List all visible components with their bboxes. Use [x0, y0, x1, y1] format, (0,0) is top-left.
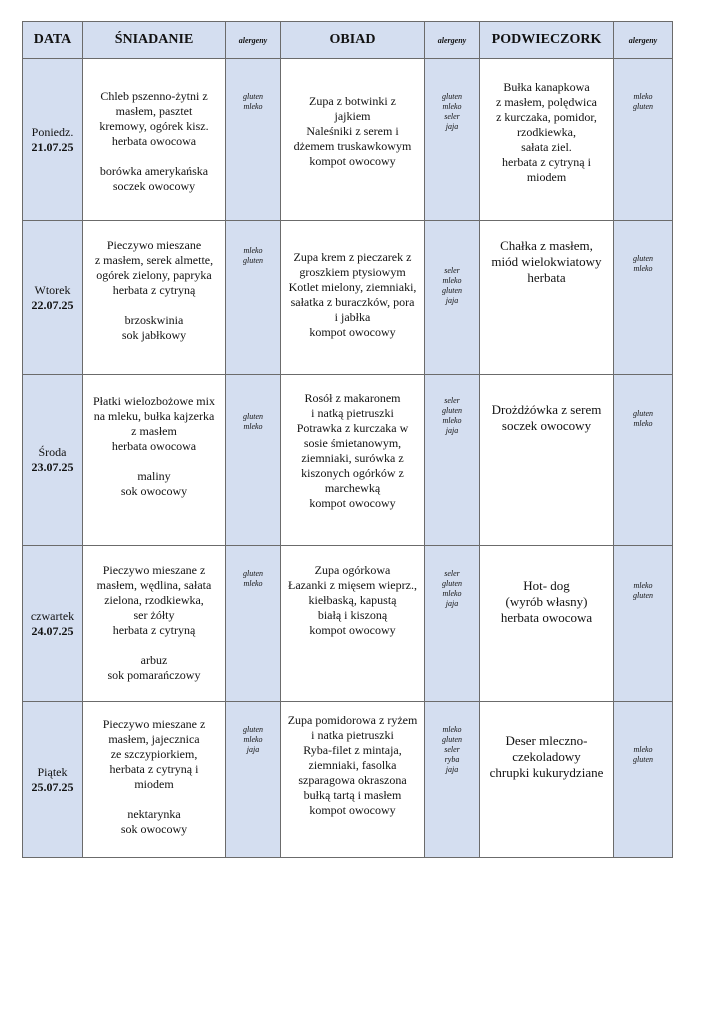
day-name: Środa: [38, 445, 67, 459]
snack-allergens: [614, 702, 673, 858]
menu-line: Bułka kanapkowa: [503, 80, 590, 94]
lunch-allergens: [425, 221, 480, 375]
menu-line: soczek owocowy: [501, 418, 592, 433]
menu-line: Płatki wielozbożowe mix: [93, 394, 215, 408]
day-date: 24.07.25: [31, 623, 74, 638]
menu-line: sok jabłkowy: [121, 328, 187, 342]
menu-line: ze szczypiorkiem,: [110, 747, 198, 761]
menu-line: kremowy, ogórek kisz.: [99, 119, 209, 133]
menu-line: rzodkiewka,: [517, 125, 576, 139]
header-date: DATA: [23, 22, 83, 59]
allergen-item: gluten: [442, 406, 462, 415]
menu-line: i natką pietruszki: [311, 406, 394, 420]
menu-line: brzoskwinia: [124, 313, 184, 327]
day-date: 25.07.25: [31, 779, 74, 794]
menu-line: [83, 149, 225, 164]
menu-line: bułką tartą i masłem: [303, 788, 402, 802]
snack-cell: [480, 59, 614, 221]
menu-line: miodem: [134, 777, 174, 791]
breakfast-cell: [83, 221, 226, 375]
day-name: Wtorek: [34, 282, 71, 297]
menu-line: miodem: [526, 170, 567, 184]
menu-line: kompot owocowy: [309, 325, 396, 339]
allergen-item: mleko: [442, 276, 462, 285]
menu-line: marchewką: [324, 481, 381, 495]
breakfast-allergens: [226, 702, 281, 858]
menu-line: białą i kiszoną: [317, 608, 388, 622]
allergen-item: seler: [444, 396, 460, 405]
allergen-item: gluten: [633, 102, 653, 111]
snack-cell: [480, 702, 614, 858]
header-allergens-breakfast: alergeny: [226, 22, 281, 59]
breakfast-allergens: [226, 546, 281, 702]
header-allergens-lunch: alergeny: [425, 22, 480, 59]
menu-line: dżemem truskawkowym: [293, 139, 412, 153]
lunch-allergens: [425, 59, 480, 221]
menu-line: Rosół z makaronem: [304, 391, 401, 405]
date-cell: [23, 375, 83, 546]
snack-allergens: [614, 221, 673, 375]
lunch-cell: [281, 702, 425, 858]
menu-line: i natka pietruszki: [311, 728, 394, 742]
menu-line: kiełbaską, kapustą: [308, 593, 397, 607]
day-date: 21.07.25: [31, 139, 74, 154]
breakfast-cell: [83, 375, 226, 546]
breakfast-cell: [83, 59, 226, 221]
menu-line: herbata: [527, 270, 566, 285]
allergen-item: mleko: [442, 589, 462, 598]
allergen-item: mleko: [633, 581, 653, 590]
menu-line: herbata z cytryną i: [109, 762, 199, 776]
snack-allergens: [614, 546, 673, 702]
allergen-item: mleko: [243, 246, 263, 255]
menu-line: (wyrób własny): [505, 594, 588, 609]
allergen-item: gluten: [442, 286, 462, 295]
allergen-item: mleko: [633, 419, 653, 428]
menu-line: masłem, wędlina, sałata: [96, 578, 212, 592]
menu-line: sok pomarańczowy: [107, 668, 201, 682]
menu-table: [22, 21, 673, 858]
allergen-item: mleko: [243, 579, 263, 588]
day-name: czwartek: [30, 608, 75, 623]
lunch-cell: [281, 375, 425, 546]
menu-line: jajkiem: [334, 109, 371, 123]
lunch-allergens: [425, 702, 480, 858]
lunch-allergens: [425, 375, 480, 546]
menu-line: ziemniaki, surówka z: [301, 451, 404, 465]
day-row: [23, 221, 673, 375]
menu-line: kiszonych ogórków z: [301, 466, 404, 480]
allergen-item: gluten: [243, 725, 263, 734]
lunch-cell: [281, 546, 425, 702]
header-allergens-snack: alergeny: [614, 22, 673, 59]
menu-line: borówka amerykańska: [99, 164, 209, 178]
allergen-item: jaja: [445, 426, 459, 435]
menu-line: Hot- dog: [523, 578, 570, 593]
allergen-item: gluten: [243, 412, 263, 421]
breakfast-cell: [83, 702, 226, 858]
menu-line: [83, 792, 225, 807]
menu-line: Zupa ogórkowa: [314, 563, 391, 577]
menu-line: groszkiem ptysiowym: [299, 265, 406, 279]
menu-line: Kotlet mielony, ziemniaki,: [288, 280, 417, 294]
menu-line: i jabłka: [334, 310, 371, 324]
menu-line: Zupa z botwinki z: [309, 94, 396, 108]
allergen-item: gluten: [243, 569, 263, 578]
menu-line: Zupa krem z pieczarek z: [293, 250, 412, 264]
allergen-item: mleko: [243, 422, 263, 431]
menu-line: Deser mleczno-: [505, 733, 588, 748]
menu-line: Łazanki z mięsem wieprz.,: [288, 578, 417, 592]
allergen-item: gluten: [633, 409, 653, 418]
menu-line: sok owocowy: [120, 822, 188, 836]
menu-line: sałata ziel.: [521, 140, 572, 154]
snack-cell: [480, 221, 614, 375]
date-cell: [23, 221, 83, 375]
menu-line: herbata owocowa: [500, 610, 593, 625]
menu-line: z masłem: [131, 424, 177, 438]
menu-line: z masłem, polędwica: [496, 95, 597, 109]
day-row: [23, 375, 673, 546]
menu-line: herbata z cytryną i: [502, 155, 591, 169]
menu-line: soczek owocowy: [112, 179, 196, 193]
allergen-item: ryba: [444, 755, 460, 764]
menu-line: [83, 454, 225, 469]
menu-line: Pieczywo mieszane z: [102, 717, 206, 731]
allergen-item: gluten: [442, 92, 462, 101]
header-snack: PODWIECZORK: [480, 22, 614, 59]
menu-line: herbata z cytryną: [112, 623, 196, 637]
header-breakfast: ŚNIADANIE: [83, 22, 226, 59]
day-row: [23, 702, 673, 858]
lunch-cell: [281, 59, 425, 221]
menu-line: kompot owocowy: [309, 154, 396, 168]
day-name: Poniedz.: [31, 124, 74, 139]
menu-line: herbata owocowa: [111, 134, 197, 148]
breakfast-allergens: [226, 59, 281, 221]
lunch-cell: [281, 221, 425, 375]
allergen-item: gluten: [243, 92, 263, 101]
menu-line: Zupa pomidorowa z ryżem: [287, 713, 418, 727]
date-cell: [23, 59, 83, 221]
allergen-item: gluten: [633, 254, 653, 263]
menu-line: masłem, jajecznica: [108, 732, 200, 746]
menu-body: [23, 59, 673, 858]
menu-line: szparagowa okraszona: [298, 773, 407, 787]
menu-line: herbata z cytryną: [112, 283, 196, 297]
menu-line: ziemniaki, fasolka: [308, 758, 397, 772]
menu-line: miód wielokwiatowy: [491, 254, 602, 269]
allergen-item: jaja: [445, 296, 459, 305]
day-row: [23, 546, 673, 702]
menu-line: Potrawka z kurczaka w: [296, 421, 409, 435]
allergen-item: jaja: [445, 599, 459, 608]
snack-allergens: [614, 375, 673, 546]
menu-line: Pieczywo mieszane z: [102, 563, 206, 577]
menu-line: Chleb pszenno-żytni z: [100, 89, 208, 103]
allergen-item: gluten: [442, 735, 462, 744]
menu-line: kompot owocowy: [309, 496, 396, 510]
allergen-item: mleko: [442, 725, 462, 734]
allergen-item: jaja: [445, 765, 459, 774]
allergen-item: mleko: [442, 102, 462, 111]
allergen-item: mleko: [442, 416, 462, 425]
allergen-item: gluten: [633, 755, 653, 764]
menu-line: kompot owocowy: [309, 803, 396, 817]
breakfast-allergens: [226, 221, 281, 375]
menu-line: z kurczaka, pomidor,: [496, 110, 597, 124]
menu-line: nektarynka: [127, 807, 181, 821]
snack-cell: [480, 375, 614, 546]
menu-line: herbata owocowa: [111, 439, 197, 453]
menu-line: Naleśniki z serem i: [306, 124, 399, 138]
menu-line: masłem, pasztet: [115, 104, 193, 118]
menu-line: czekoladowy: [512, 749, 581, 764]
date-cell: [23, 546, 83, 702]
menu-line: maliny: [137, 469, 171, 483]
header-lunch: OBIAD: [281, 22, 425, 59]
allergen-item: jaja: [445, 122, 459, 131]
menu-line: kompot owocowy: [309, 623, 396, 637]
menu-line: chrupki kukurydziane: [489, 765, 604, 780]
menu-line: Pieczywo mieszane: [106, 238, 202, 252]
allergen-item: seler: [444, 112, 460, 121]
day-name: Piątek: [37, 764, 68, 779]
menu-line: Ryba-filet z mintaja,: [303, 743, 402, 757]
allergen-item: mleko: [633, 745, 653, 754]
allergen-item: gluten: [442, 579, 462, 588]
menu-line: na mleku, bułka kajzerka: [93, 409, 215, 423]
lunch-allergens: [425, 546, 480, 702]
allergen-item: mleko: [633, 92, 653, 101]
menu-line: zielona, rzodkiewka,: [104, 593, 204, 607]
menu-line: ser żółty: [133, 608, 175, 622]
allergen-item: mleko: [243, 102, 263, 111]
menu-line: sok owocowy: [120, 484, 188, 498]
breakfast-cell: [83, 546, 226, 702]
allergen-item: seler: [444, 266, 460, 275]
day-date: 22.07.25: [31, 297, 74, 312]
day-date: 23.07.25: [31, 460, 74, 474]
menu-line: sosie śmietanowym,: [303, 436, 402, 450]
menu-line: z masłem, serek almette,: [94, 253, 214, 267]
allergen-item: gluten: [633, 591, 653, 600]
allergen-item: seler: [444, 569, 460, 578]
snack-cell: [480, 546, 614, 702]
day-row: [23, 59, 673, 221]
breakfast-allergens: [226, 375, 281, 546]
menu-line: [83, 638, 225, 653]
menu-line: ogórek zielony, papryka: [96, 268, 212, 282]
allergen-item: jaja: [246, 745, 260, 754]
menu-line: Drożdżówka z serem: [491, 402, 602, 417]
header-row: [23, 22, 673, 59]
allergen-item: seler: [444, 745, 460, 754]
menu-line: [83, 298, 225, 313]
allergen-item: mleko: [243, 735, 263, 744]
menu-line: sałatka z buraczków, pora: [290, 295, 415, 309]
snack-allergens: [614, 59, 673, 221]
date-cell: [23, 702, 83, 858]
allergen-item: mleko: [633, 264, 653, 273]
allergen-item: gluten: [243, 256, 263, 265]
menu-line: Chałka z masłem,: [500, 238, 593, 253]
menu-line: arbuz: [140, 653, 168, 667]
